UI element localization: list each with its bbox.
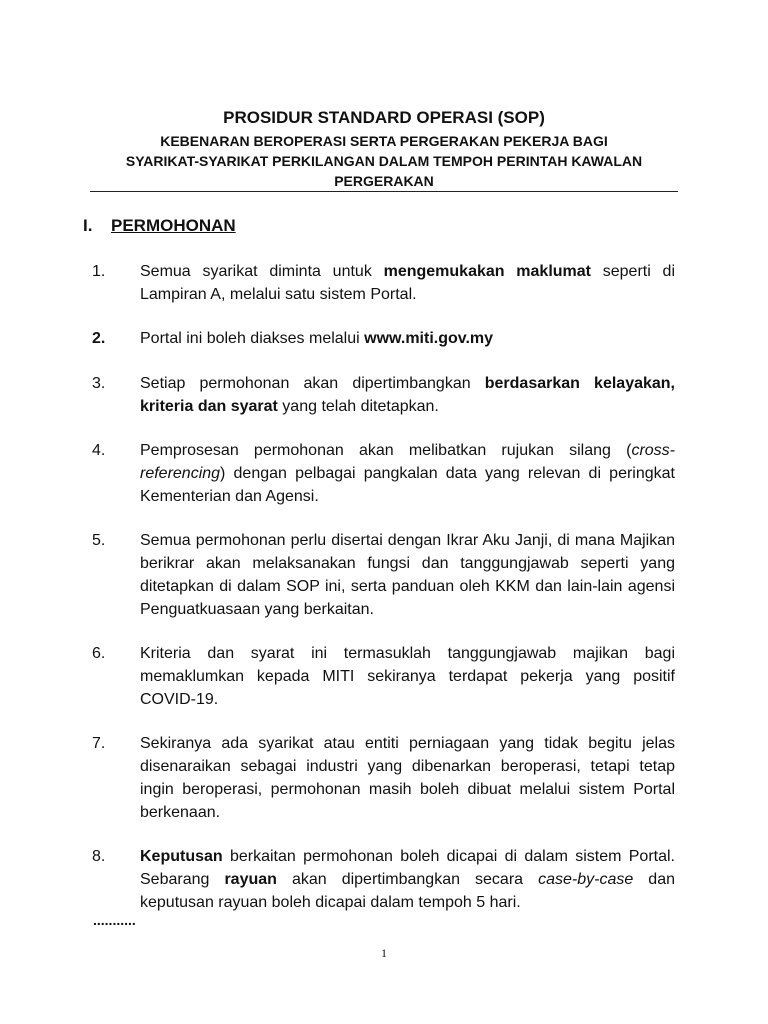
text-run: Kriteria dan syarat ini termasuklah tanggungjawab majikan bagi memaklumkan kepada MITI sekiranya terdapat pekerja yang positif COVID-19.: [140, 645, 675, 708]
list-item: [92, 845, 675, 914]
list-item: [92, 327, 675, 350]
bold-text: rayuan: [224, 871, 277, 888]
text-run: dan keputusan rayuan boleh dicapai dalam tempoh 5 hari.: [140, 871, 676, 911]
item-number: 4.: [92, 442, 106, 459]
bold-text: mengemukakan maklumat: [383, 263, 591, 280]
text-run: Semua permohonan perlu disertai dengan Ikrar Aku Janji, di mana Majikan berikrar akan melaksanakan fungsi dan tanggungjawab seperti yang ditetapkan di dalam SOP ini, serta panduan oleh KKM dan lain-lain agensi Penguatkuasaan yang berkaitan.: [140, 532, 675, 618]
text-run: yang telah ditetapkan.: [277, 398, 439, 415]
text-run: Sekiranya ada syarikat atau entiti perniagaan yang tidak begitu jelas disenaraikan sebagai industri yang dibenarkan beroperasi, tetapi tetap ingin beroperasi, permohonan masih boleh dibuat melalui sistem Portal berkenaan.: [140, 735, 675, 821]
text-run: seperti di Lampiran A, melalui satu sistem Portal.: [140, 263, 676, 303]
item-number: 5.: [92, 532, 106, 549]
item-text: [140, 327, 675, 350]
text-run: ) dengan pelbagai pangkalan data yang relevan di peringkat Kementerian dan Agensi.: [140, 465, 675, 505]
document-subtitle-line-3: PERGERAKAN: [334, 173, 434, 189]
text-run: Portal ini boleh diakses melalui: [140, 330, 365, 347]
list-item: [92, 732, 675, 824]
item-number: 3.: [92, 375, 106, 392]
italic-text: cross-referencing: [140, 442, 675, 482]
title-block: [90, 107, 678, 191]
section-title: PERMOHONAN: [111, 216, 236, 235]
list-item: [92, 372, 675, 418]
text-run: Semua syarikat diminta untuk: [140, 263, 384, 280]
item-number: 6.: [92, 645, 106, 662]
list-item: [92, 529, 675, 621]
item-text: [140, 439, 675, 508]
italic-text: case-by-case: [538, 871, 634, 888]
continuation-marker: ...........: [93, 912, 136, 928]
section-heading: [83, 215, 236, 237]
item-text: [140, 732, 675, 824]
text-run: Setiap permohonan akan dipertimbangkan: [140, 375, 485, 392]
section-number: I.: [83, 216, 93, 235]
list-item: [92, 642, 675, 711]
item-text: [140, 642, 675, 711]
document-title: PROSIDUR STANDARD OPERASI (SOP): [223, 108, 545, 127]
bold-text: berdasarkan kelayakan, kriteria dan syarat: [140, 375, 676, 415]
bold-text: www.miti.gov.my: [364, 330, 494, 347]
text-run: Pemprosesan permohonan akan melibatkan rujukan silang (: [140, 442, 632, 459]
item-text: [140, 529, 675, 621]
item-text: [140, 260, 675, 306]
title-divider: [90, 191, 678, 192]
item-number: 8.: [92, 848, 106, 865]
text-run: akan dipertimbangkan secara: [276, 871, 539, 888]
page-number: 1: [381, 946, 387, 960]
list-item: [92, 260, 675, 306]
document-subtitle-line-2: SYARIKAT-SYARIKAT PERKILANGAN DALAM TEMPOH PERINTAH KAWALAN: [125, 153, 643, 169]
item-text: [140, 372, 675, 418]
item-text: [140, 845, 675, 914]
item-number: 2.: [92, 330, 106, 347]
bold-text: Keputusan: [140, 848, 223, 865]
item-number: 1.: [92, 263, 106, 280]
item-number: 7.: [92, 735, 106, 752]
text-run: berkaitan permohonan boleh dicapai di dalam sistem Portal. Sebarang: [140, 848, 675, 888]
list-item: [92, 439, 675, 508]
document-subtitle-line-1: KEBENARAN BEROPERASI SERTA PERGERAKAN PEKERJA BAGI: [160, 133, 608, 149]
